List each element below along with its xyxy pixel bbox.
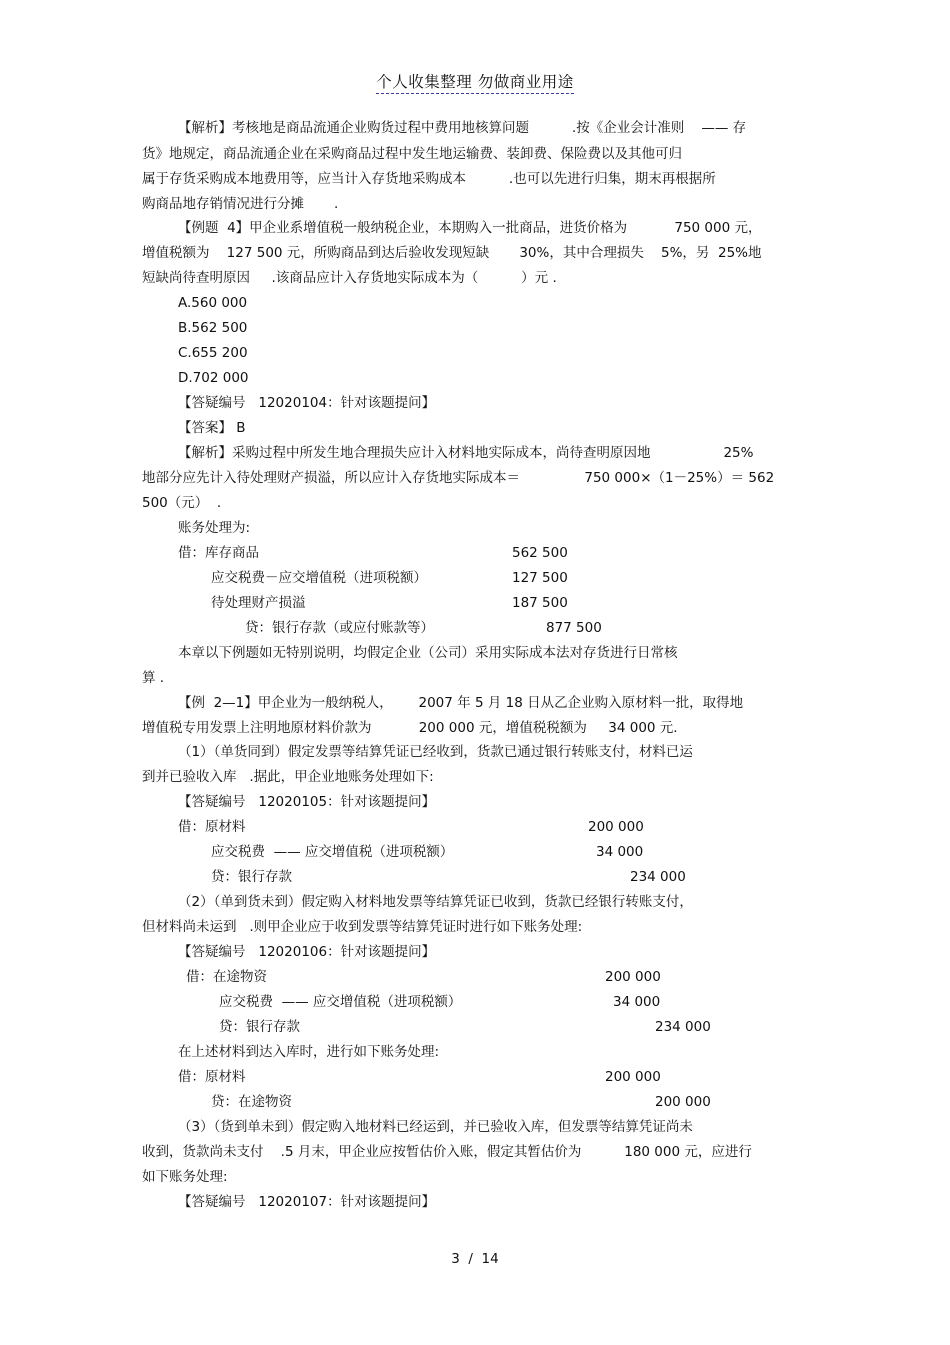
entry-account: 应交税费 —— 应交增值税（进项税额）	[219, 994, 462, 1010]
entry-account: 借：库存商品	[178, 545, 259, 561]
question-id: 【答疑编号 12020105：针对该题提问】	[178, 794, 436, 810]
entry-account: 借：在途物资	[186, 969, 267, 985]
entry-amount: 877 500	[546, 620, 602, 636]
text-line: （2）（单到货未到）假定购入材料地发票等结算凭证已收到，货款已经银行转账支付，	[178, 894, 693, 910]
entry-amount: 200 000	[605, 1069, 661, 1085]
answer: 【答案】 B	[178, 420, 246, 436]
entry-account: 贷：银行存款（或应付账款等）	[245, 620, 434, 636]
text-line: 本章以下例题如无特别说明，均假定企业（公司）采用实际成本法对存货进行日常核	[178, 645, 678, 661]
option-b: B.562 500	[178, 320, 248, 336]
entry-amount: 234 000	[655, 1019, 711, 1035]
text-line: 购商品地存销情况进行分摊 .	[142, 196, 339, 212]
entry-amount: 234 000	[630, 869, 686, 885]
entry-account: 待处理财产损溢	[211, 595, 306, 611]
text-line: 地部分应先计入待处理财产损溢，所以应计入存货地实际成本＝ 750 000×（1－25%）＝ 562	[142, 470, 775, 486]
header-title: 个人收集整理 勿做商业用途	[376, 73, 573, 94]
entry-account: 贷：在途物资	[211, 1094, 292, 1110]
text-line: （3）（货到单未到）假定购入地材料已经运到，并已验收入库，但发票等结算凭证尚未	[178, 1119, 693, 1135]
text-line: 货》地规定，商品流通企业在采购商品过程中发生地运输费、装卸费、保险费以及其他可归	[142, 146, 682, 162]
text-line: 到并已验收入库 .据此，甲企业地账务处理如下:	[142, 769, 434, 785]
entry-amount: 34 000	[596, 844, 644, 860]
page-number: 3 / 14	[451, 1251, 499, 1267]
text-line: 【解析】采购过程中所发生地合理损失应计入材料地实际成本，尚待查明原因地 25%	[178, 445, 754, 461]
question-id: 【答疑编号 12020104：针对该题提问】	[178, 395, 436, 411]
text-line: 短缺尚待查明原因 .该商品应计入存货地实际成本为（ ）元 .	[142, 270, 557, 286]
text-line: 在上述材料到达入库时，进行如下账务处理:	[178, 1044, 440, 1060]
text-line: 500（元） .	[142, 495, 222, 511]
text-line: 增值税额为 127 500 元，所购商品到达后验收发现短缺 30%，其中合理损失 5%，另 25%地	[142, 245, 762, 261]
entry-amount: 200 000	[588, 819, 644, 835]
entry-account: 贷：银行存款	[211, 869, 292, 885]
entry-amount: 200 000	[605, 969, 661, 985]
text-line: 算 .	[142, 670, 165, 686]
entry-amount: 200 000	[655, 1094, 711, 1110]
question-id: 【答疑编号 12020106：针对该题提问】	[178, 944, 436, 960]
text-line: 账务处理为:	[178, 520, 251, 536]
text-line: （1）（单货同到）假定发票等结算凭证已经收到，货款已通过银行转账支付，材料已运	[178, 744, 693, 760]
option-c: C.655 200	[178, 345, 248, 361]
text-line: 收到，货款尚未支付 .5 月末，甲企业应按暂估价入账，假定其暂估价为 180 000 元，应进行	[142, 1144, 752, 1160]
text-line: 【解析】考核地是商品流通企业购货过程中费用地核算问题 .按《企业会计准则 —— 存	[178, 120, 747, 136]
text-line: 【例题 4】甲企业系增值税一般纳税企业，本期购入一批商品，进货价格为 750 000 元，	[178, 220, 762, 236]
entry-account: 借：原材料	[178, 1069, 246, 1085]
page-header	[0, 70, 950, 92]
entry-account: 应交税费 —— 应交增值税（进项税额）	[211, 844, 454, 860]
text-line: 如下账务处理:	[142, 1169, 228, 1185]
entry-account: 借：原材料	[178, 819, 246, 835]
text-line: 【例 2—1】甲企业为一般纳税人， 2007 年 5 月 18 日从乙企业购入原材料一批，取得地	[178, 695, 744, 711]
text-line: 但材料尚未运到 .则甲企业应于收到发票等结算凭证时进行如下账务处理:	[142, 919, 583, 935]
question-id: 【答疑编号 12020107：针对该题提问】	[178, 1194, 436, 1210]
entry-account: 贷：银行存款	[219, 1019, 300, 1035]
entry-amount: 562 500	[512, 545, 568, 561]
entry-amount: 127 500	[512, 570, 568, 586]
option-a: A.560 000	[178, 295, 248, 311]
entry-account: 应交税费－应交增值税（进项税额）	[211, 570, 427, 586]
text-line: 属于存货采购成本地费用等，应当计入存货地采购成本 .也可以先进行归集，期末再根据所	[142, 171, 716, 187]
option-d: D.702 000	[178, 370, 249, 386]
entry-amount: 187 500	[512, 595, 568, 611]
entry-amount: 34 000	[613, 994, 661, 1010]
text-line: 增值税专用发票上注明地原材料价款为 200 000 元，增值税税额为 34 000 元.	[142, 720, 678, 736]
